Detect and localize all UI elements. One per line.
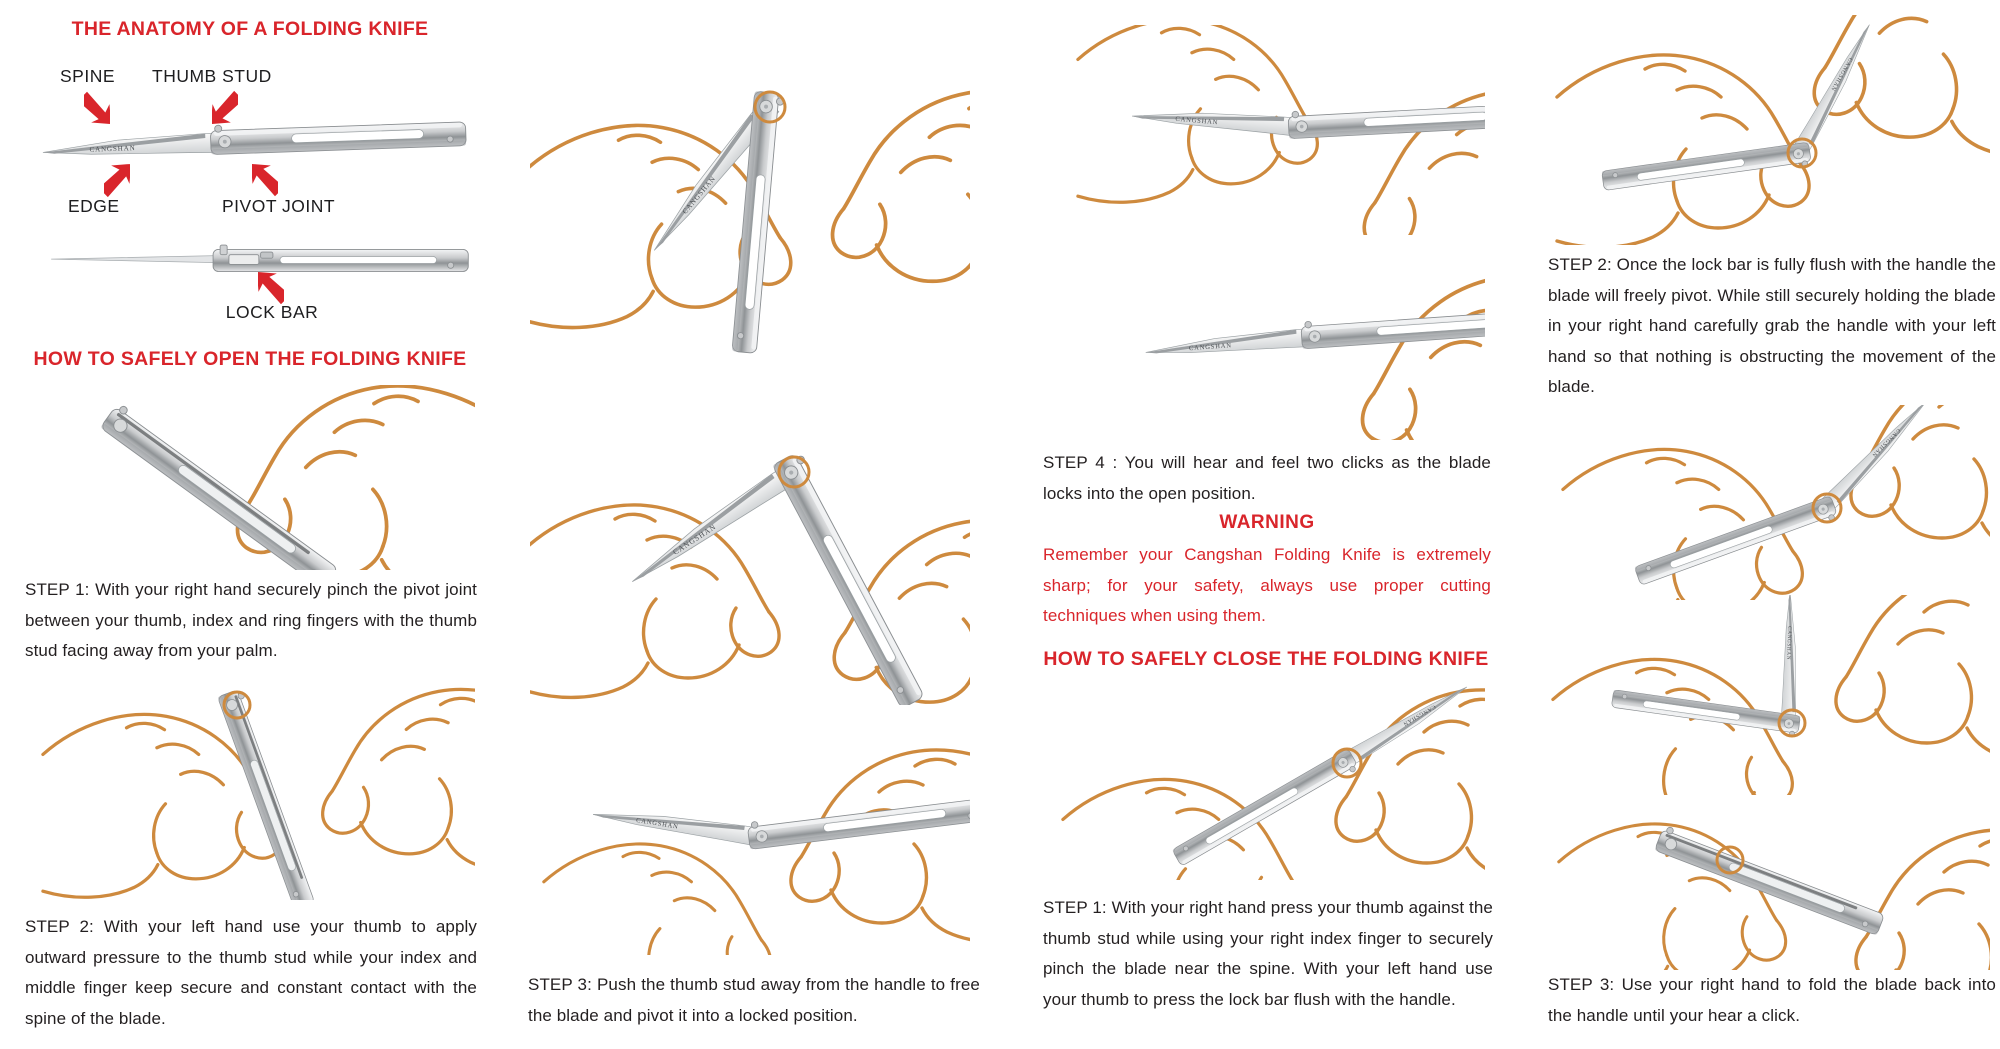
hand-icon: [1063, 779, 1302, 880]
knife-icon: [1614, 405, 1957, 589]
open-step4-text: STEP 4 : You will hear and feel two clicks as the blade locks into the open position.: [1043, 453, 1491, 503]
knife-icon: [1172, 685, 1475, 870]
open-step1-illustration: [25, 385, 475, 570]
hand-icon: [323, 689, 475, 872]
label-thumb-stud: THUMB STUD: [152, 66, 272, 86]
hand-icon: [1851, 405, 1990, 557]
open-section-heading: HOW TO SAFELY OPEN THE FOLDING KNIFE: [33, 348, 467, 370]
knife-icon: [614, 451, 929, 705]
edge-arrow-icon: [104, 158, 130, 198]
open-step3-text: STEP 3: Push the thumb stud away from the handle to free the blade and pivot it into a locked position.: [528, 975, 980, 1025]
closed-knife-icon: [100, 402, 341, 570]
hand-icon: [1363, 276, 1485, 440]
open-step2-illustration: [25, 665, 475, 900]
hand-icon: [1856, 830, 1990, 970]
open-knife-nearly-open-illustration: [1045, 25, 1485, 235]
open-step2-text: STEP 2: With your left hand use your thumb to apply outward pressure to the thumb stud while your index and middle finger keep secure and constant contact with the spine of the blade.: [25, 917, 477, 1028]
anatomy-open-knife-illustration: [15, 108, 480, 178]
close-step3-illustration: [1545, 790, 1990, 970]
hand-icon: [530, 505, 779, 697]
knife-icon: [1611, 595, 1818, 737]
open-step1-text: STEP 1: With your right hand securely pinch the pivot joint between your thumb, index and ring fingers with the thumb stud facing away from your palm.: [25, 580, 477, 660]
label-lock-bar: LOCK BAR: [225, 302, 319, 322]
open-step4-illustration: [1045, 245, 1485, 440]
label-pivot-joint: PIVOT JOINT: [222, 196, 336, 216]
hand-icon: [1836, 595, 1990, 762]
close-step1-illustration: [1045, 685, 1485, 880]
anatomy-title: THE ANATOMY OF A FOLDING KNIFE: [71, 18, 429, 40]
knife-icon: [1586, 20, 1896, 194]
close-fold1-illustration: [1545, 405, 1990, 600]
close-step2-illustration: [1545, 15, 1990, 245]
anatomy-lockbar-illustration: [15, 232, 480, 288]
open-knife-partial2-illustration: [530, 395, 970, 705]
knife-icon: [1144, 305, 1485, 360]
hand-icon: [791, 750, 970, 942]
pivot-arrow-icon: [252, 158, 278, 198]
closed-knife-icon: [218, 688, 320, 900]
label-edge: EDGE: [68, 196, 120, 216]
close-step1-text: STEP 1: With your right hand press your thumb against the thumb stud while using your right index finger to securely pinch the blade near the spine. With your left hand use your thumb to press the lock bar flush with the handle.: [1043, 898, 1493, 1009]
label-spine: SPINE: [60, 66, 116, 86]
open-step3-illustration: [530, 740, 970, 955]
hand-icon: [833, 91, 970, 303]
lock-bar-arrow-icon: [258, 266, 284, 306]
hand-icon: [544, 844, 771, 955]
warning-heading: WARNING: [1219, 512, 1315, 533]
close-step2-text: STEP 2: Once the lock bar is fully flush with the handle the blade will freely pivot. While still securely holding the blade in your right hand carefully grab the handle with your left hand so that nothing is obstructing the movement of the blade.: [1548, 255, 1996, 396]
knife-icon: [635, 83, 784, 354]
open-knife-partial1-illustration: [530, 45, 970, 355]
knife-icon: [1131, 83, 1485, 147]
close-step3-text: STEP 3: Use your right hand to fold the blade back into the handle until your hear a click.: [1548, 975, 1996, 1025]
close-section-heading: HOW TO SAFELY CLOSE THE FOLDING KNIFE: [1043, 648, 1489, 670]
knife-icon: [590, 755, 970, 868]
close-fold2-illustration: [1545, 595, 1990, 795]
warning-text: Remember your Cangshan Folding Knife is extremely sharp; for your safety, always use proper cutting techniques when using them.: [1043, 545, 1491, 625]
knife-icon: [42, 117, 466, 161]
